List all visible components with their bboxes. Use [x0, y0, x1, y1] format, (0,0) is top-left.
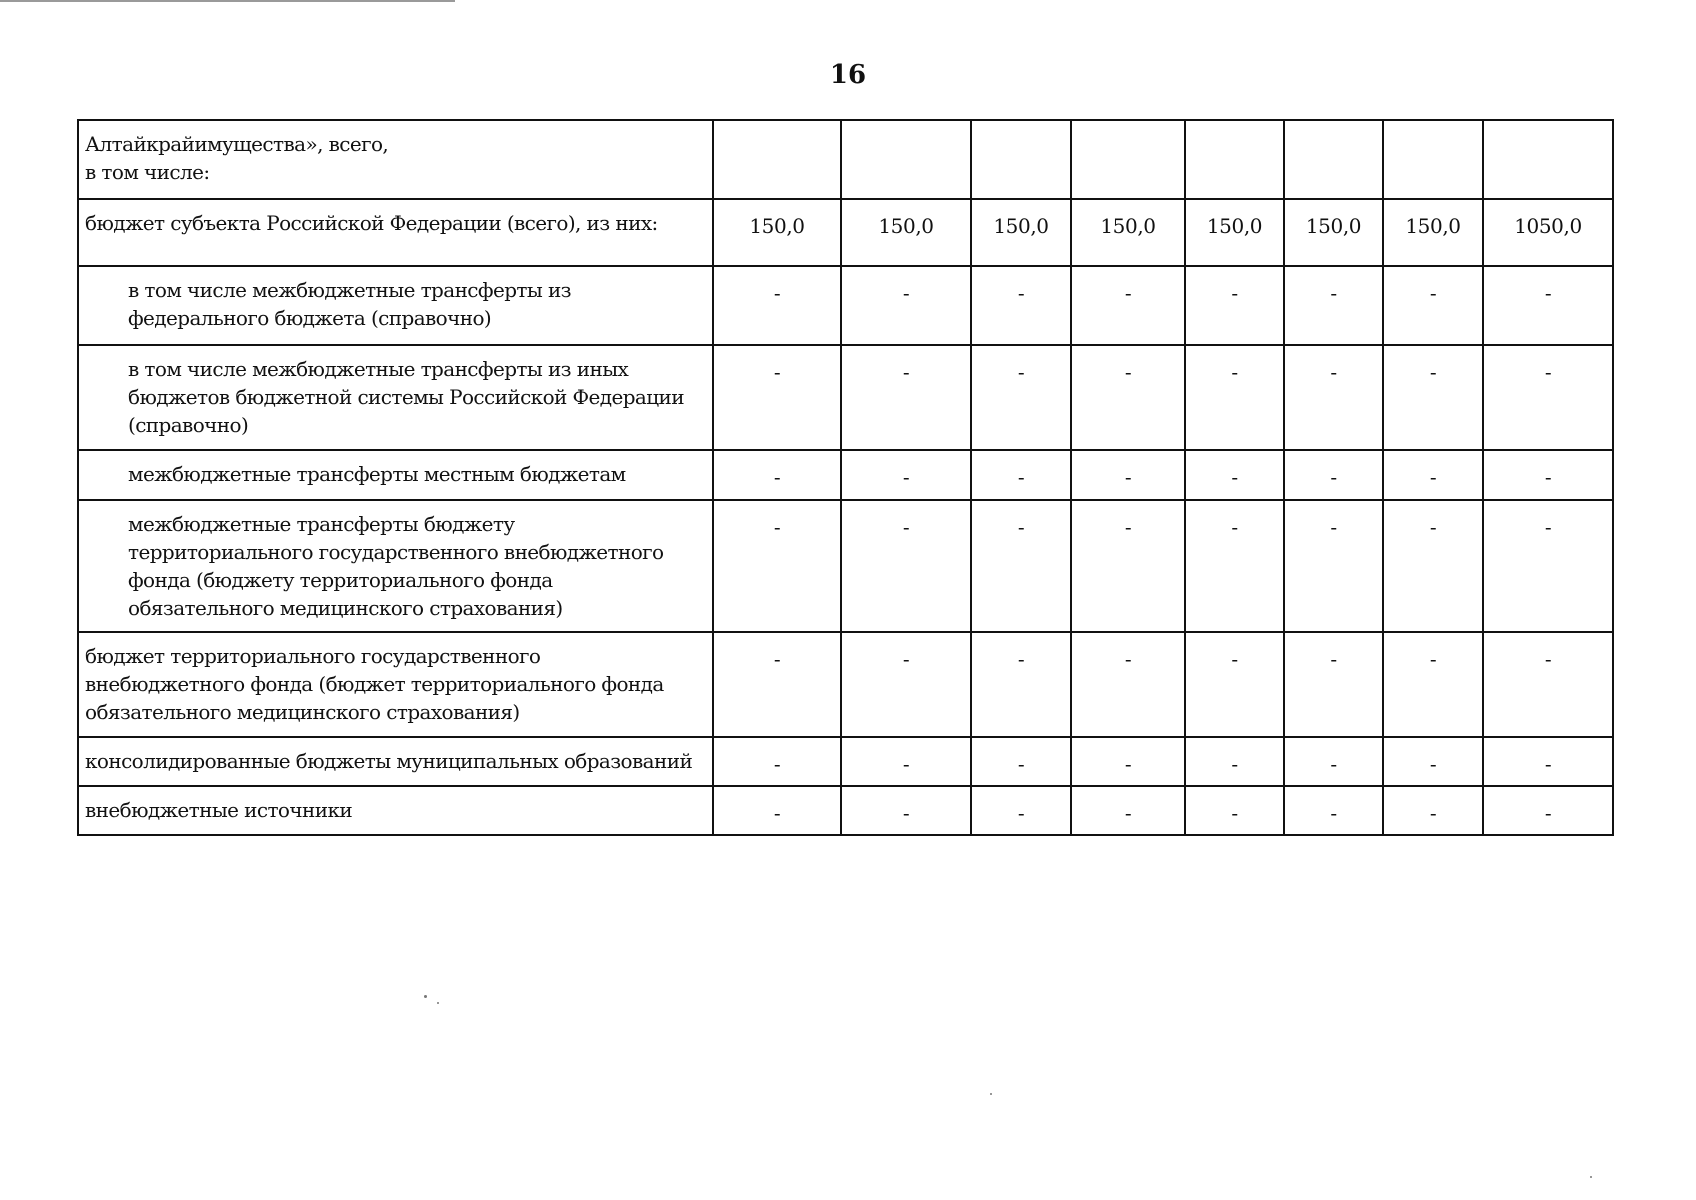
value-cell	[841, 120, 971, 199]
table-row	[78, 632, 1613, 737]
scan-speck	[1590, 1176, 1592, 1178]
value-cell: -	[1383, 266, 1483, 345]
value-cell: -	[1284, 786, 1383, 835]
value-cell: -	[1185, 450, 1284, 500]
value-cell: -	[1483, 500, 1613, 632]
value-cell	[1483, 120, 1613, 199]
budget-table	[77, 119, 1614, 836]
value-cell: -	[1185, 786, 1284, 835]
value-cell: -	[971, 737, 1071, 786]
value-cell: -	[1383, 450, 1483, 500]
value-cell: -	[841, 450, 971, 500]
table-row	[78, 199, 1613, 266]
table-row	[78, 120, 1613, 199]
value-cell: -	[1071, 266, 1185, 345]
value-cell: -	[1383, 345, 1483, 450]
value-cell: -	[1284, 737, 1383, 786]
value-cell: -	[713, 786, 841, 835]
value-cell: -	[1071, 345, 1185, 450]
value-cell: -	[1071, 632, 1185, 737]
value-cell	[1383, 120, 1483, 199]
table-row	[78, 345, 1613, 450]
value-cell	[1185, 120, 1284, 199]
row-label-terr: межбюджетные трансферты бюджету территориального государственного внебюджетного фонда (бюджету территориального фонда обязательного медицинского страхования)	[78, 500, 713, 632]
value-cell: -	[1483, 450, 1613, 500]
value-cell: -	[713, 632, 841, 737]
value-cell: -	[1071, 737, 1185, 786]
row-label-head: Алтайкрайимущества», всего, в том числе:	[78, 120, 713, 199]
budget-table-body	[78, 120, 1613, 835]
table-row	[78, 266, 1613, 345]
value-cell: -	[713, 345, 841, 450]
row-label-local: межбюджетные трансферты местным бюджетам	[78, 450, 713, 500]
scan-speck	[424, 995, 427, 998]
value-cell: -	[971, 500, 1071, 632]
value-cell: 150,0	[1383, 199, 1483, 266]
table-row	[78, 737, 1613, 786]
scan-speck	[990, 1093, 992, 1095]
value-cell: 150,0	[841, 199, 971, 266]
row-label-other: в том числе межбюджетные трансферты из иных бюджетов бюджетной системы Российской Федерации (справочно)	[78, 345, 713, 450]
value-cell	[1284, 120, 1383, 199]
value-cell: -	[1383, 786, 1483, 835]
value-cell: -	[841, 266, 971, 345]
value-cell: -	[971, 266, 1071, 345]
value-cell	[713, 120, 841, 199]
value-cell: -	[713, 500, 841, 632]
value-cell: -	[1383, 632, 1483, 737]
value-cell: 150,0	[1284, 199, 1383, 266]
value-cell: 150,0	[713, 199, 841, 266]
value-cell: -	[841, 632, 971, 737]
value-cell: -	[1071, 450, 1185, 500]
row-label-muni: консолидированные бюджеты муниципальных образований	[78, 737, 713, 786]
value-cell: -	[1284, 632, 1383, 737]
value-cell: 150,0	[1071, 199, 1185, 266]
value-cell: -	[1483, 345, 1613, 450]
value-cell: -	[1185, 737, 1284, 786]
row-label-fed: в том числе межбюджетные трансферты из федерального бюджета (справочно)	[78, 266, 713, 345]
value-cell: -	[971, 345, 1071, 450]
value-cell: -	[841, 737, 971, 786]
page-number: 16	[829, 60, 867, 90]
value-cell: -	[1071, 786, 1185, 835]
value-cell: -	[1185, 632, 1284, 737]
value-cell: -	[1383, 737, 1483, 786]
value-cell: -	[713, 266, 841, 345]
scan-speck	[437, 1002, 439, 1004]
value-cell: -	[971, 632, 1071, 737]
value-cell: -	[1483, 632, 1613, 737]
value-cell: 150,0	[971, 199, 1071, 266]
value-cell: -	[1284, 345, 1383, 450]
value-cell: -	[1483, 266, 1613, 345]
value-cell: -	[971, 450, 1071, 500]
value-cell: -	[841, 345, 971, 450]
value-cell	[971, 120, 1071, 199]
value-cell: -	[1483, 737, 1613, 786]
value-cell: -	[1071, 500, 1185, 632]
value-cell: -	[841, 786, 971, 835]
value-cell: -	[1284, 450, 1383, 500]
value-cell: -	[1185, 500, 1284, 632]
value-cell: -	[1185, 266, 1284, 345]
value-cell: -	[971, 786, 1071, 835]
table-row	[78, 500, 1613, 632]
table-row	[78, 786, 1613, 835]
value-cell: -	[1483, 786, 1613, 835]
value-cell	[1071, 120, 1185, 199]
value-cell: -	[1185, 345, 1284, 450]
value-cell: -	[713, 450, 841, 500]
value-cell: 150,0	[1185, 199, 1284, 266]
row-label-extra: внебюджетные источники	[78, 786, 713, 835]
value-cell: -	[1383, 500, 1483, 632]
row-label-tfoms: бюджет территориального государственного внебюджетного фонда (бюджет территориального фонда обязательного медицинского страхования)	[78, 632, 713, 737]
value-cell: -	[1284, 500, 1383, 632]
row-label-total: бюджет субъекта Российской Федерации (всего), из них:	[78, 199, 713, 266]
top-rule	[0, 0, 455, 2]
value-cell: -	[841, 500, 971, 632]
value-cell: -	[1284, 266, 1383, 345]
value-cell: -	[713, 737, 841, 786]
value-cell: 1050,0	[1483, 199, 1613, 266]
table-row	[78, 450, 1613, 500]
